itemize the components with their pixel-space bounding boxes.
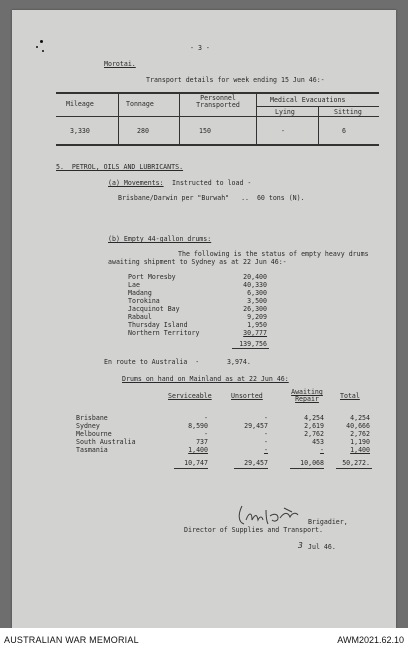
signature-date: Jul 46.: [308, 543, 336, 551]
drums-para1: The following is the status of empty heavy drums: [178, 250, 369, 258]
footer-right: AWM2021.62.10: [337, 635, 404, 645]
table-row: 8,590: [188, 422, 208, 430]
header-mileage: Mileage: [66, 100, 94, 108]
cell-mileage: 3,330: [70, 127, 90, 135]
header-personnel: Personnel Transported: [196, 94, 240, 109]
archive-footer: [0, 628, 408, 653]
table-row: 4,254: [304, 414, 324, 422]
section5-heading: 5. PETROL, OILS AND LUBRICANTS.: [56, 163, 184, 171]
header-lying: Lying: [275, 108, 295, 116]
movements-label: (a) Movements:: [108, 179, 164, 187]
table-row: -: [264, 430, 268, 438]
cell-sitting: 6: [342, 127, 346, 135]
total-serviceable: 10,747: [184, 459, 208, 467]
table-row: 4,254: [350, 414, 370, 422]
table-row: -: [264, 414, 268, 422]
table-row: -: [264, 438, 268, 446]
col-unsorted: Unsorted: [231, 392, 263, 400]
table-row: Brisbane: [76, 414, 108, 422]
mainland-heading: Drums on hand on Mainland as at 22 Jun 46:: [122, 375, 289, 383]
footer-left: AUSTRALIAN WAR MEMORIAL: [4, 635, 139, 645]
list-item: 20,400: [243, 273, 267, 281]
list-item: 3,500: [247, 297, 267, 305]
total-unsorted: 29,457: [244, 459, 268, 467]
transport-details-title: Transport details for week ending 15 Jun 46:-: [146, 76, 325, 84]
list-item: Torokina: [128, 297, 160, 305]
table-row: -: [264, 446, 268, 454]
document-page: [12, 10, 396, 628]
list-item: Rabaul: [128, 313, 152, 321]
cell-tonnage: 280: [137, 127, 149, 135]
header-medical: Medical Evacuations: [270, 96, 346, 104]
table-row: Tasmania: [76, 446, 108, 454]
list-item: 1,950: [247, 321, 267, 329]
table-row: 453: [312, 438, 324, 446]
table-row: 1,400: [188, 446, 208, 454]
table-row: -: [320, 446, 324, 454]
punch-hole-mark: [42, 50, 44, 52]
page-number: - 3 -: [190, 44, 210, 52]
section-morotai-heading: Morotai.: [104, 60, 136, 68]
list-item: 9,209: [247, 313, 267, 321]
cell-lying: -: [281, 127, 285, 135]
table-row: 2,762: [350, 430, 370, 438]
header-tonnage: Tonnage: [126, 100, 154, 108]
table-row: -: [204, 414, 208, 422]
signature-date-day: 3: [298, 541, 303, 550]
movements-line2: Brisbane/Darwin per "Burwah" .. 60 tons (N).: [118, 194, 305, 202]
col-serviceable: Serviceable: [168, 392, 212, 400]
table-row: 737: [196, 438, 208, 446]
list-item: 26,300: [243, 305, 267, 313]
punch-hole-mark: [36, 46, 38, 48]
handwritten-signature: [234, 502, 314, 528]
list-item: 40,330: [243, 281, 267, 289]
header-sitting: Sitting: [334, 108, 362, 116]
total-total: 50,272.: [342, 459, 370, 467]
drums-label: (b) Empty 44-gallon drums:: [108, 235, 212, 243]
list-item: Port Moresby: [128, 273, 176, 281]
table-row: 2,762: [304, 430, 324, 438]
signature-rank: Brigadier,: [308, 518, 348, 526]
table-row: 40,666: [346, 422, 370, 430]
drums-para2: awaiting shipment to Sydney as at 22 Jun 46:-: [108, 258, 287, 266]
table-row: 29,457: [244, 422, 268, 430]
list-item: Lae: [128, 281, 140, 289]
signature-title: Director of Supplies and Transport.: [184, 526, 323, 534]
en-route-value: 3,974.: [227, 358, 251, 366]
movements-text: Instructed to load -: [172, 179, 252, 187]
total-awaiting: 10,068: [300, 459, 324, 467]
table-row: Sydney: [76, 422, 100, 430]
table-row: -: [204, 430, 208, 438]
table-row: 1,190: [350, 438, 370, 446]
cell-personnel: 150: [199, 127, 211, 135]
col-total: Total: [340, 392, 360, 400]
table-row: 1,400: [350, 446, 370, 454]
locations-total: 139,756: [239, 340, 267, 348]
table-row: 2,619: [304, 422, 324, 430]
list-item: Thursday Island: [128, 321, 188, 329]
list-item: 30,777: [243, 329, 267, 337]
list-item: 6,300: [247, 289, 267, 297]
list-item: Madang: [128, 289, 152, 297]
list-item: Jacquinot Bay: [128, 305, 180, 313]
table-row: South Australia: [76, 438, 136, 446]
col-awaiting-repair: Awaiting Repair: [291, 388, 323, 403]
punch-hole-mark: [40, 40, 43, 43]
table-row: Melbourne: [76, 430, 112, 438]
list-item: Northern Territory: [128, 329, 200, 337]
en-route-label: En route to Australia -: [104, 358, 200, 366]
